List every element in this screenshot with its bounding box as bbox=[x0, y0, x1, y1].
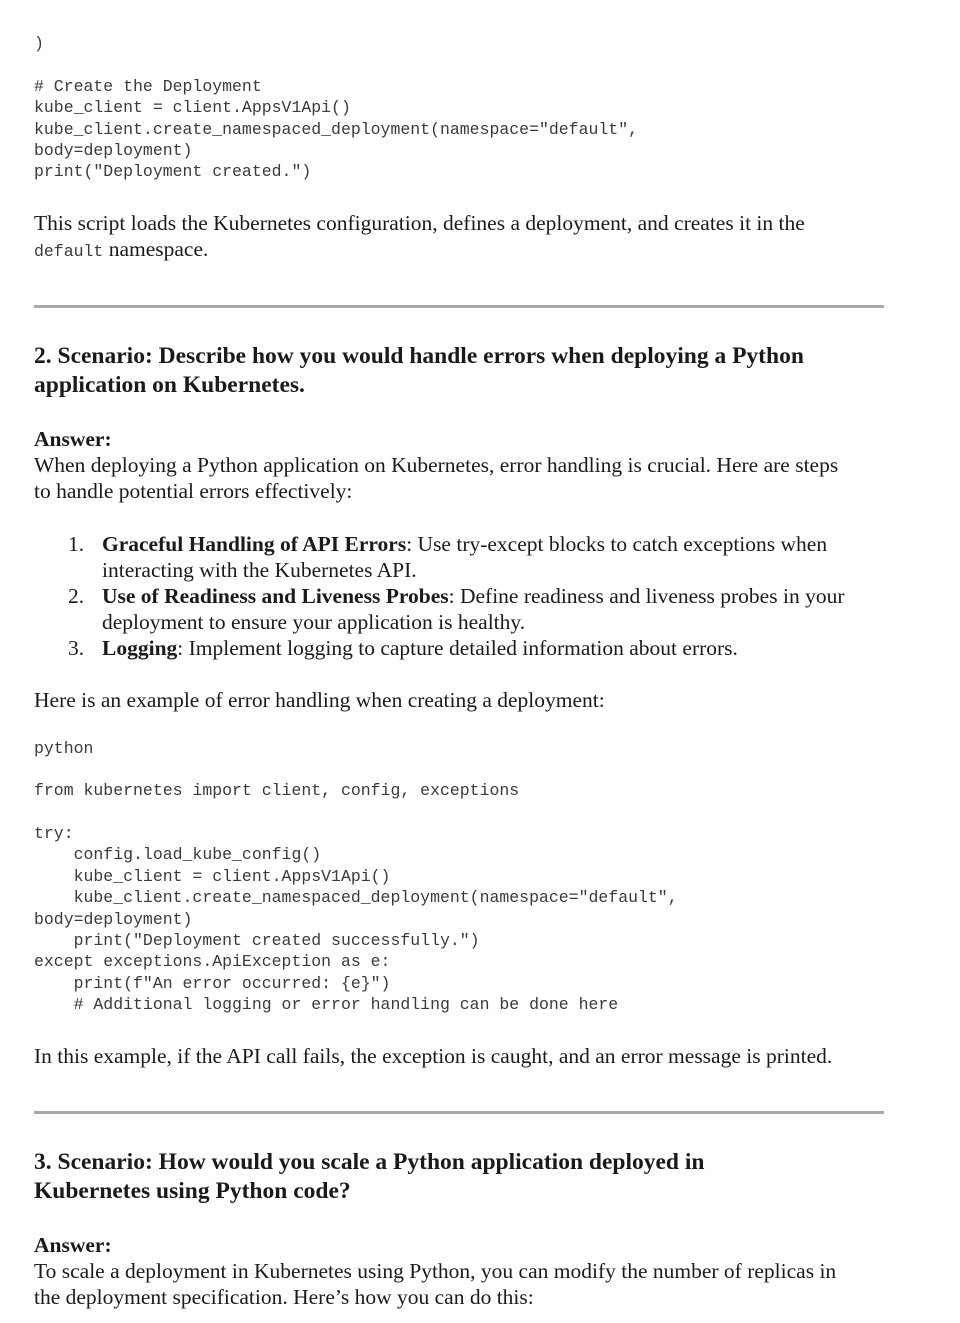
code-line: body=deployment) bbox=[34, 141, 193, 161]
code-line: kube_client = client.AppsV1Api() bbox=[34, 866, 391, 886]
list-item bbox=[34, 635, 894, 661]
code-line: kube_client = client.AppsV1Api() bbox=[34, 98, 351, 118]
intro-text-line1: This script loads the Kubernetes configuration, defines a deployment, and creates it in the bbox=[34, 211, 805, 235]
code-line: ) bbox=[34, 34, 44, 53]
list-item bbox=[34, 583, 894, 635]
code-line: print("Deployment created.") bbox=[34, 162, 312, 182]
answer-text-line2: the deployment specification. Here’s how you can do this: bbox=[34, 1285, 534, 1309]
step-number: 2. bbox=[68, 584, 85, 608]
section3-heading bbox=[34, 1148, 894, 1206]
section-divider bbox=[34, 1111, 884, 1114]
example-intro: Here is an example of error handling when creating a deployment: bbox=[34, 688, 605, 712]
step-title: Logging bbox=[102, 636, 178, 660]
section3-answer bbox=[34, 1232, 894, 1310]
intro-text-after: namespace. bbox=[103, 237, 209, 261]
section3-heading-line1: 3. Scenario: How would you scale a Python application deployed in bbox=[34, 1149, 705, 1175]
step-text-continued: deployment to ensure your application is healthy. bbox=[102, 610, 526, 634]
step-text: : Use try-except blocks to catch exceptions when bbox=[406, 532, 828, 556]
section-divider bbox=[34, 305, 884, 308]
section2-heading-line1: 2. Scenario: Describe how you would handle errors when deploying a Python bbox=[34, 343, 804, 369]
code-block-error-handling bbox=[34, 823, 678, 1016]
code-line: print("Deployment created successfully.") bbox=[34, 931, 480, 951]
section3-heading-line2: Kubernetes using Python code? bbox=[34, 1178, 351, 1204]
code-line: except exceptions.ApiException as e: bbox=[34, 952, 391, 972]
step-number: 1. bbox=[68, 532, 85, 556]
code-import-line: from kubernetes import client, config, exceptions bbox=[34, 781, 520, 800]
code-line: config.load_kube_config() bbox=[34, 845, 322, 865]
section2-heading-line2: application on Kubernetes. bbox=[34, 372, 305, 398]
step-text: : Implement logging to capture detailed information about errors. bbox=[177, 636, 738, 660]
code-language-label: python bbox=[34, 739, 94, 758]
code-line: try: bbox=[34, 824, 74, 843]
example-conclusion: In this example, if the API call fails, the exception is caught, and an error message is printed. bbox=[34, 1044, 833, 1068]
step-text: : Define readiness and liveness probes in your bbox=[448, 584, 845, 608]
code-line: body=deployment) bbox=[34, 909, 193, 929]
answer-text-line2: to handle potential errors effectively: bbox=[34, 479, 353, 503]
step-text-continued: interacting with the Kubernetes API. bbox=[102, 558, 417, 582]
answer-label: Answer: bbox=[34, 1233, 112, 1257]
step-title: Use of Readiness and Liveness Probes bbox=[102, 584, 449, 608]
step-title: Graceful Handling of API Errors bbox=[102, 532, 407, 556]
section2-answer bbox=[34, 426, 894, 504]
inline-code-default: default bbox=[34, 242, 104, 261]
code-block-top bbox=[34, 33, 638, 183]
code-line: # Additional logging or error handling can be done here bbox=[34, 995, 619, 1015]
code-line: kube_client.create_namespaced_deployment(namespace="default", bbox=[34, 119, 638, 139]
steps-list bbox=[34, 531, 894, 661]
step-number: 3. bbox=[68, 636, 85, 660]
intro-text-line2 bbox=[34, 236, 894, 265]
answer-text-line1: When deploying a Python application on Kubernetes, error handling is crucial. Here are steps bbox=[34, 453, 839, 477]
answer-label: Answer: bbox=[34, 427, 112, 451]
code-line: print(f"An error occurred: {e}") bbox=[34, 973, 391, 993]
list-item bbox=[34, 531, 894, 583]
code-line: # Create the Deployment bbox=[34, 76, 262, 96]
answer-text-line1: To scale a deployment in Kubernetes using Python, you can modify the number of replicas in bbox=[34, 1259, 837, 1283]
intro-paragraph bbox=[34, 210, 894, 265]
code-line: kube_client.create_namespaced_deployment(namespace="default", bbox=[34, 888, 678, 908]
section2-heading bbox=[34, 342, 894, 400]
